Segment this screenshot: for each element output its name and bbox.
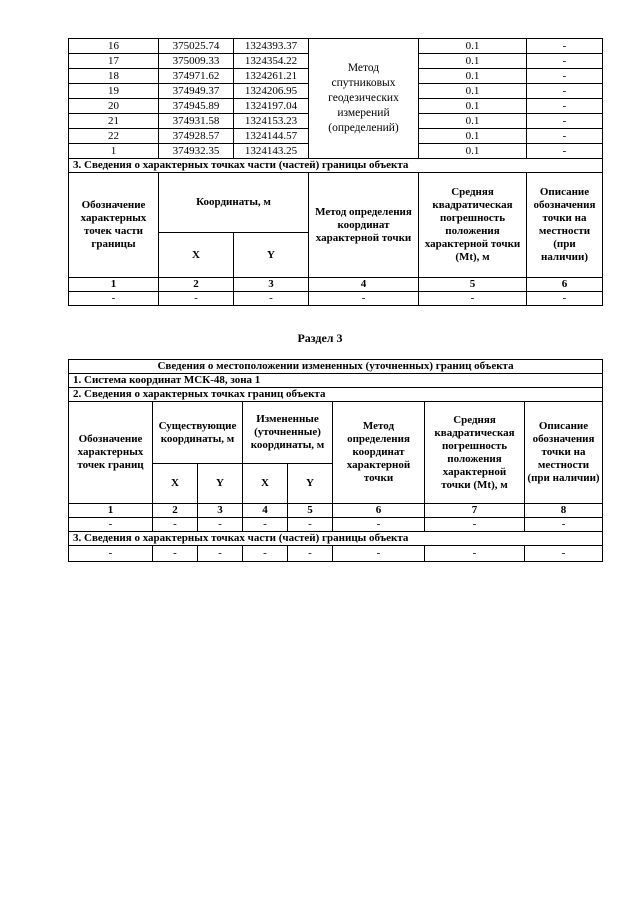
table-row bbox=[69, 39, 603, 54]
header-x-existing: X bbox=[153, 464, 198, 504]
description-cell: - bbox=[527, 129, 603, 144]
method-cell: Метод спутниковых геодезических измерений (определений) bbox=[309, 39, 419, 159]
y-coordinate-cell: 1324153.23 bbox=[234, 114, 309, 129]
empty-cell: - bbox=[333, 546, 425, 562]
empty-cell: - bbox=[288, 518, 333, 532]
header-y-changed: Y bbox=[288, 464, 333, 504]
table-row bbox=[69, 292, 603, 306]
point-number-cell: 17 bbox=[69, 54, 159, 69]
x-coordinate-cell: 375009.33 bbox=[159, 54, 234, 69]
point-number-cell: 18 bbox=[69, 69, 159, 84]
y-coordinate-cell: 1324206.95 bbox=[234, 84, 309, 99]
table-row bbox=[69, 518, 603, 532]
mt-cell: 0.1 bbox=[419, 39, 527, 54]
section-2-title: 2. Сведения о характерных точках границ объекта bbox=[69, 388, 603, 402]
y-coordinate-cell: 1324197.04 bbox=[234, 99, 309, 114]
empty-cell: - bbox=[243, 546, 288, 562]
coordinate-system: 1. Система координат МСК-48, зона 1 bbox=[69, 374, 603, 388]
header-existing: Существующие координаты, м bbox=[153, 402, 243, 464]
header-y-existing: Y bbox=[198, 464, 243, 504]
column-number-cell: 3 bbox=[234, 278, 309, 292]
table-title: Сведения о местоположении измененных (уточненных) границ объекта bbox=[69, 360, 603, 374]
description-cell: - bbox=[527, 54, 603, 69]
point-number-cell: 16 bbox=[69, 39, 159, 54]
header-changed: Измененные (уточненные) координаты, м bbox=[243, 402, 333, 464]
y-coordinate-cell: 1324393.37 bbox=[234, 39, 309, 54]
empty-cell: - bbox=[525, 518, 603, 532]
empty-cell: - bbox=[425, 546, 525, 562]
description-cell: - bbox=[527, 99, 603, 114]
x-coordinate-cell: 374945.89 bbox=[159, 99, 234, 114]
column-number-cell: 7 bbox=[425, 504, 525, 518]
x-coordinate-cell: 374928.57 bbox=[159, 129, 234, 144]
point-number-cell: 20 bbox=[69, 99, 159, 114]
column-number-cell: 8 bbox=[525, 504, 603, 518]
empty-cell: - bbox=[69, 518, 153, 532]
header-x-changed: X bbox=[243, 464, 288, 504]
column-number-cell: 2 bbox=[153, 504, 198, 518]
section-heading: Раздел 3 bbox=[297, 331, 343, 345]
column-number-cell: 1 bbox=[69, 504, 153, 518]
x-coordinate-cell: 374931.58 bbox=[159, 114, 234, 129]
empty-cell: - bbox=[419, 292, 527, 306]
header-method: Метод определения координат характерной точки bbox=[309, 173, 419, 278]
point-number-cell: 1 bbox=[69, 144, 159, 159]
column-number-cell: 3 bbox=[198, 504, 243, 518]
empty-cell: - bbox=[69, 292, 159, 306]
header-y: Y bbox=[234, 233, 309, 278]
empty-cell: - bbox=[69, 546, 153, 562]
description-cell: - bbox=[527, 39, 603, 54]
header-x: X bbox=[159, 233, 234, 278]
header-point: Обозначение характерных точек части границы bbox=[69, 173, 159, 278]
header-method: Метод определения координат характерной точки bbox=[333, 402, 425, 504]
x-coordinate-cell: 374932.35 bbox=[159, 144, 234, 159]
description-cell: - bbox=[527, 84, 603, 99]
x-coordinate-cell: 374949.37 bbox=[159, 84, 234, 99]
table-row bbox=[69, 546, 603, 562]
header-coords: Координаты, м bbox=[159, 173, 309, 233]
point-number-cell: 21 bbox=[69, 114, 159, 129]
header-mt: Средняя квадратическая погрешность положения характерной точки (Mt), м bbox=[425, 402, 525, 504]
column-number-cell: 6 bbox=[527, 278, 603, 292]
mt-cell: 0.1 bbox=[419, 54, 527, 69]
y-coordinate-cell: 1324354.22 bbox=[234, 54, 309, 69]
x-coordinate-cell: 374971.62 bbox=[159, 69, 234, 84]
empty-cell: - bbox=[288, 546, 333, 562]
point-number-cell: 22 bbox=[69, 129, 159, 144]
coordinates-table bbox=[68, 38, 603, 306]
empty-cell: - bbox=[525, 546, 603, 562]
mt-cell: 0.1 bbox=[419, 99, 527, 114]
empty-cell: - bbox=[159, 292, 234, 306]
empty-cell: - bbox=[153, 518, 198, 532]
empty-cell: - bbox=[198, 518, 243, 532]
column-numbers-row bbox=[69, 278, 603, 292]
changed-boundaries-table bbox=[68, 359, 603, 562]
mt-cell: 0.1 bbox=[419, 129, 527, 144]
empty-cell: - bbox=[198, 546, 243, 562]
mt-cell: 0.1 bbox=[419, 144, 527, 159]
empty-cell: - bbox=[425, 518, 525, 532]
empty-cell: - bbox=[153, 546, 198, 562]
column-number-cell: 4 bbox=[309, 278, 419, 292]
section-3-title: 3. Сведения о характерных точках части (частей) границы объекта bbox=[69, 532, 603, 546]
y-coordinate-cell: 1324144.57 bbox=[234, 129, 309, 144]
mt-cell: 0.1 bbox=[419, 84, 527, 99]
empty-cell: - bbox=[309, 292, 419, 306]
column-number-cell: 2 bbox=[159, 278, 234, 292]
description-cell: - bbox=[527, 114, 603, 129]
mt-cell: 0.1 bbox=[419, 114, 527, 129]
description-cell: - bbox=[527, 144, 603, 159]
column-number-cell: 4 bbox=[243, 504, 288, 518]
empty-cell: - bbox=[333, 518, 425, 532]
mt-cell: 0.1 bbox=[419, 69, 527, 84]
x-coordinate-cell: 375025.74 bbox=[159, 39, 234, 54]
column-number-cell: 6 bbox=[333, 504, 425, 518]
header-desc: Описание обозначения точки на местности (при наличии) bbox=[525, 402, 603, 504]
y-coordinate-cell: 1324261.21 bbox=[234, 69, 309, 84]
column-numbers-row bbox=[69, 504, 603, 518]
point-number-cell: 19 bbox=[69, 84, 159, 99]
column-number-cell: 5 bbox=[288, 504, 333, 518]
description-cell: - bbox=[527, 69, 603, 84]
header-mt: Средняя квадратическая погрешность положения характерной точки (Mt), м bbox=[419, 173, 527, 278]
column-number-cell: 1 bbox=[69, 278, 159, 292]
empty-cell: - bbox=[527, 292, 603, 306]
header-point: Обозначение характерных точек границ bbox=[69, 402, 153, 504]
empty-cell: - bbox=[243, 518, 288, 532]
empty-cell: - bbox=[234, 292, 309, 306]
section-3-title: 3. Сведения о характерных точках части (частей) границы объекта bbox=[69, 159, 603, 173]
header-desc: Описание обозначения точки на местности (при наличии) bbox=[527, 173, 603, 278]
column-number-cell: 5 bbox=[419, 278, 527, 292]
y-coordinate-cell: 1324143.25 bbox=[234, 144, 309, 159]
